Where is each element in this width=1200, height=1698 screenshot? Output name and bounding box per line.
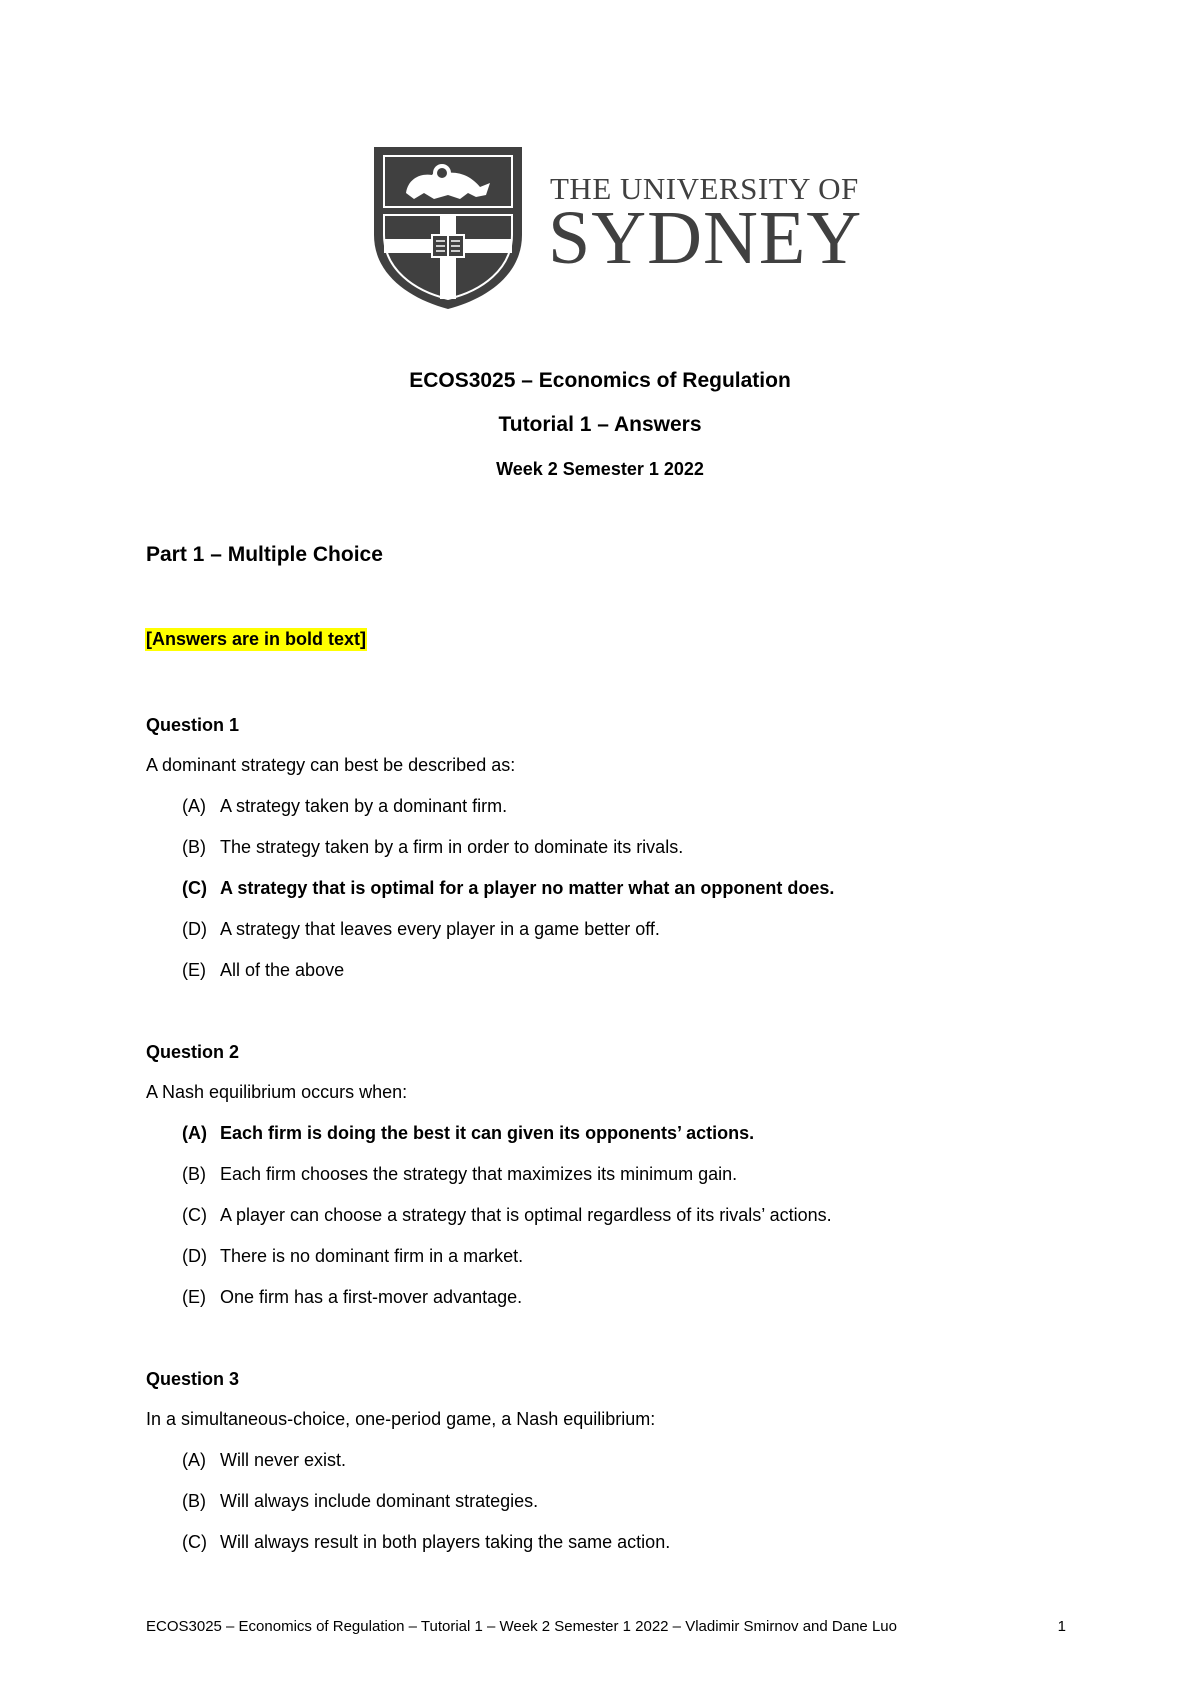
option-b bbox=[146, 832, 1106, 862]
option-letter: (C) bbox=[182, 1205, 207, 1225]
university-logo bbox=[368, 143, 863, 311]
footer-text: ECOS3025 – Economics of Regulation – Tutorial 1 – Week 2 Semester 1 2022 – Vladimir Smirnov and Dane Luo bbox=[146, 1618, 897, 1635]
logo-wordmark-main: SYDNEY bbox=[548, 196, 863, 280]
page-footer bbox=[146, 1618, 1066, 1635]
option-letter: (E) bbox=[182, 1287, 206, 1307]
option-text: All of the above bbox=[220, 960, 345, 980]
week-line: Week 2 Semester 1 2022 bbox=[496, 459, 704, 479]
option-text: A strategy that is optimal for a player no matter what an opponent does. bbox=[220, 878, 835, 898]
option-letter: (B) bbox=[182, 1164, 206, 1184]
option-c bbox=[146, 1200, 1106, 1230]
option-letter: (E) bbox=[182, 960, 206, 980]
option-text: A player can choose a strategy that is optimal regardless of its rivals’ actions. bbox=[220, 1205, 832, 1225]
tutorial-title: Tutorial 1 – Answers bbox=[498, 413, 702, 436]
option-text: A strategy taken by a dominant firm. bbox=[220, 796, 508, 816]
question-heading: Question 2 bbox=[146, 1042, 240, 1062]
question-1 bbox=[146, 710, 1106, 996]
page-number: 1 bbox=[1057, 1618, 1066, 1635]
logo-wordmark-top: THE UNIVERSITY OF bbox=[550, 171, 859, 206]
option-a bbox=[146, 791, 1106, 821]
option-text: Will always include dominant strategies. bbox=[220, 1491, 539, 1511]
question-prompt: In a simultaneous-choice, one-period game, a Nash equilibrium: bbox=[146, 1409, 656, 1429]
option-letter: (A) bbox=[182, 1450, 206, 1470]
option-c bbox=[146, 873, 1106, 903]
question-heading: Question 3 bbox=[146, 1369, 240, 1389]
answer-note: [Answers are in bold text] bbox=[146, 629, 367, 649]
option-text: A strategy that leaves every player in a game better off. bbox=[220, 919, 660, 939]
option-e bbox=[146, 1282, 1106, 1312]
option-letter: (D) bbox=[182, 1246, 207, 1266]
option-letter: (B) bbox=[182, 837, 206, 857]
question-heading: Question 1 bbox=[146, 715, 240, 735]
option-letter: (C) bbox=[182, 1532, 207, 1552]
question-prompt: A dominant strategy can best be described as: bbox=[146, 755, 516, 775]
option-letter: (C) bbox=[182, 878, 207, 898]
option-e bbox=[146, 955, 1106, 985]
option-text: The strategy taken by a firm in order to dominate its rivals. bbox=[220, 837, 684, 857]
option-a bbox=[146, 1118, 1106, 1148]
part-heading: Part 1 – Multiple Choice bbox=[146, 543, 383, 566]
question-3 bbox=[146, 1364, 1106, 1568]
option-text: One firm has a first-mover advantage. bbox=[220, 1287, 523, 1307]
option-text: Will always result in both players taking the same action. bbox=[220, 1532, 671, 1552]
option-c bbox=[146, 1527, 1106, 1557]
option-letter: (A) bbox=[182, 1123, 207, 1143]
option-text: There is no dominant firm in a market. bbox=[220, 1246, 524, 1266]
option-b bbox=[146, 1486, 1106, 1516]
option-letter: (D) bbox=[182, 919, 207, 939]
option-text: Each firm is doing the best it can given its opponents’ actions. bbox=[220, 1123, 755, 1143]
option-text: Will never exist. bbox=[220, 1450, 347, 1470]
question-prompt: A Nash equilibrium occurs when: bbox=[146, 1082, 408, 1102]
option-b bbox=[146, 1159, 1106, 1189]
option-d bbox=[146, 1241, 1106, 1271]
question-2 bbox=[146, 1037, 1106, 1323]
option-letter: (A) bbox=[182, 796, 206, 816]
university-crest-icon bbox=[368, 143, 528, 311]
option-letter: (B) bbox=[182, 1491, 206, 1511]
course-title: ECOS3025 – Economics of Regulation bbox=[409, 369, 791, 392]
option-d bbox=[146, 914, 1106, 944]
option-a bbox=[146, 1445, 1106, 1475]
option-text: Each firm chooses the strategy that maximizes its minimum gain. bbox=[220, 1164, 738, 1184]
